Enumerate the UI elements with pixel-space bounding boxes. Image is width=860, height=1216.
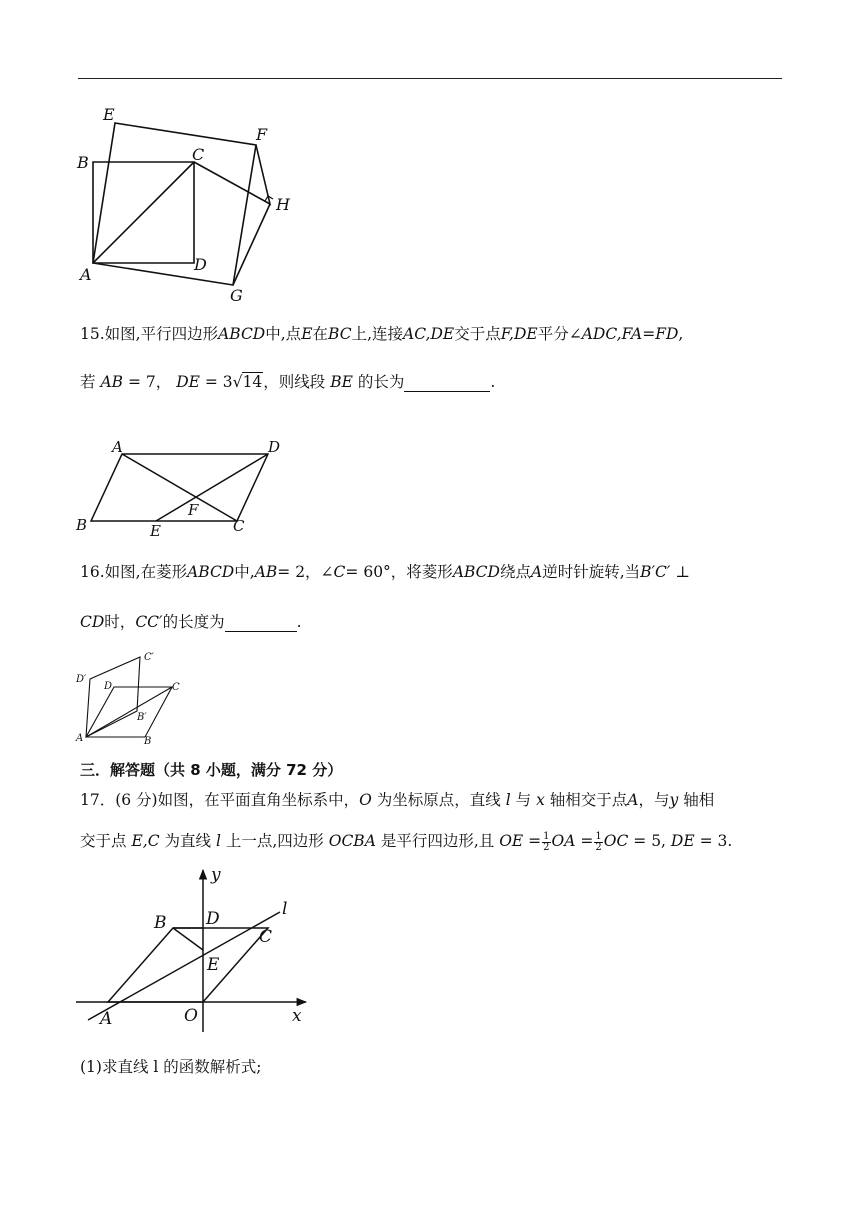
fraction-half: $\frac{1}{2}$ xyxy=(595,830,602,853)
figure-q14 xyxy=(70,100,310,310)
label-c: C xyxy=(192,145,205,164)
label-x: x xyxy=(292,1006,302,1026)
q17-line1: 17．(6 分)如图，在平面直角坐标系中，O 为坐标原点，直线 l 与 x 轴相交于点A，与y 轴相 xyxy=(80,791,715,809)
section-heading: 三．解答题（共 8 小题，满分 72 分） xyxy=(80,761,343,779)
q17-line2: 交于点 E,C 为直线 l 上一点,四边形 OCBA 是平行四边形,且 OE = $\frac{1}{2}$ OA = $\frac{1}{2}$ OC = 5, DE = 3. xyxy=(80,830,733,853)
label-d: D xyxy=(206,909,220,929)
label-d: D xyxy=(104,681,113,692)
label-e: E xyxy=(150,522,161,540)
diagonal-ac xyxy=(122,454,237,521)
label-c-prime: C′ xyxy=(144,652,154,663)
label-b: B xyxy=(144,736,152,747)
label-o: O xyxy=(184,1006,198,1026)
figure-q15 xyxy=(70,432,300,542)
square-aegc xyxy=(93,123,256,285)
label-d: D xyxy=(194,255,207,274)
label-c: C xyxy=(172,682,180,693)
label-f: F xyxy=(188,501,199,519)
label-c: C xyxy=(233,517,245,535)
label-b: B xyxy=(77,153,89,172)
figure-q16 xyxy=(74,648,194,748)
label-e: E xyxy=(103,105,115,124)
label-h: H xyxy=(276,195,290,214)
answer-blank-q15 xyxy=(404,373,490,392)
label-b-prime: B′ xyxy=(137,712,147,723)
label-e: E xyxy=(207,955,220,975)
rhombus-ab-c-d-rotated xyxy=(86,657,140,737)
label-y: y xyxy=(211,865,221,885)
label-a: A xyxy=(100,1009,113,1029)
segment-hg xyxy=(233,204,270,285)
label-c: C xyxy=(259,927,273,947)
label-a: A xyxy=(76,733,84,744)
answer-blank-q16 xyxy=(225,613,297,632)
label-f: F xyxy=(256,125,268,144)
segment-chf xyxy=(194,145,270,204)
segment-de xyxy=(156,454,268,521)
q15-line1: 15.如图,平行四边形ABCD中,点E在BC上,连接AC,DE交于点F,DE平分∠ADC,FA=FD, xyxy=(80,325,684,343)
diagonal-ac xyxy=(93,162,194,263)
q16-line2: CD时，CC′的长度为 . xyxy=(80,613,302,631)
label-a: A xyxy=(112,438,123,456)
label-g: G xyxy=(230,286,243,305)
header-rule xyxy=(78,78,782,79)
label-a: A xyxy=(80,265,92,284)
label-d-prime: D′ xyxy=(76,674,87,685)
q17-sub1: (1)求直线 l 的函数解析式; xyxy=(80,1058,262,1076)
figure-q17 xyxy=(70,862,320,1032)
label-b: B xyxy=(154,913,167,933)
fraction-half: $\frac{1}{2}$ xyxy=(543,830,550,853)
label-d: D xyxy=(268,438,281,456)
q15-line2: 若 AB = 7， DE = 3√14，则线段 BE 的长为 . xyxy=(80,373,496,391)
label-l: l xyxy=(282,899,288,919)
label-b: B xyxy=(76,516,88,534)
segment-be xyxy=(173,928,203,950)
q16-line1: 16.如图,在菱形ABCD中,AB= 2，∠C= 60°，将菱形ABCD绕点A逆时针旋转,当B′C′ ⊥ xyxy=(80,563,690,581)
